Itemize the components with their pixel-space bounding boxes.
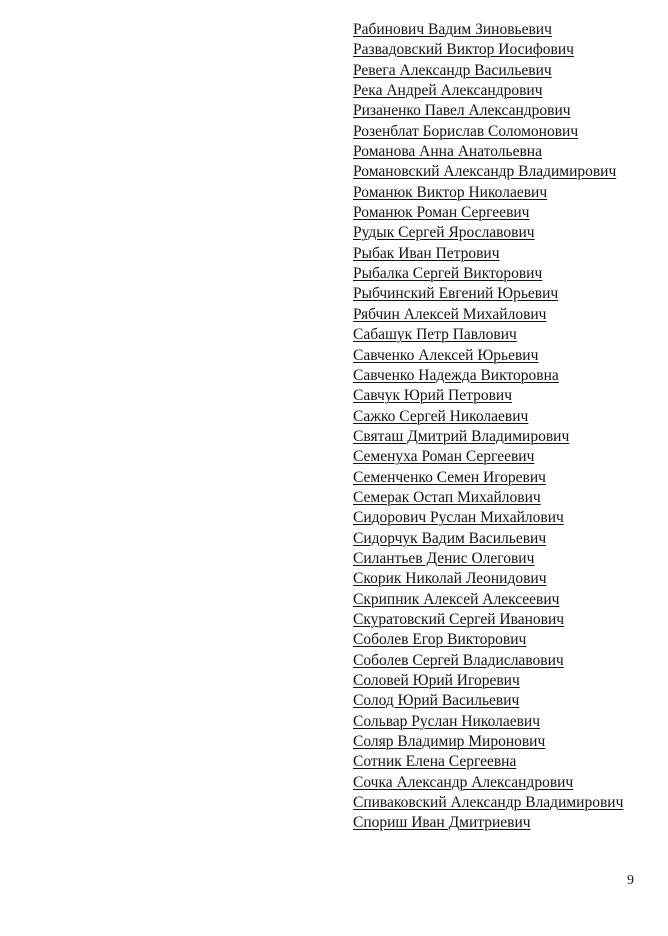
page-number: 9 (627, 873, 634, 888)
list-item (353, 691, 623, 711)
list-item (353, 773, 623, 793)
list-item (353, 651, 623, 671)
person-name: Сочка Александр Александрович (353, 773, 574, 791)
person-name: Соловей Юрий Игоревич (353, 672, 520, 689)
list-item (353, 264, 623, 284)
person-name: Рабинович Вадим Зиновьевич (353, 21, 552, 38)
list-item (353, 346, 623, 366)
person-name: Сольвар Руслан Николаевич (353, 712, 541, 730)
person-name: Сабашук Петр Павлович (353, 326, 517, 344)
list-item (353, 549, 623, 569)
person-name: Скорик Николай Леонидович (353, 570, 547, 588)
person-name: Спориш Иван Дмитриевич (353, 814, 531, 832)
person-name: Семенуха Роман Сергеевич (353, 448, 535, 466)
person-name: Ризаненко Павел Александрович (353, 102, 571, 120)
list-item (353, 630, 623, 650)
person-name: Рябчин Алексей Михайлович (353, 305, 547, 323)
person-name: Романюк Роман Сергеевич (353, 204, 530, 222)
person-name: Река Андрей Александрович (353, 82, 543, 100)
person-name: Романова Анна Анатольевна (353, 143, 542, 161)
person-name: Солод Юрий Васильевич (353, 692, 520, 710)
person-name: Сажко Сергей Николаевич (353, 407, 529, 425)
list-item (353, 468, 623, 488)
list-item (353, 427, 623, 447)
person-name: Рудык Сергей Ярославович (353, 224, 535, 242)
person-name: Романюк Виктор Николаевич (353, 183, 548, 201)
person-name: Сидорчук Вадим Васильевич (353, 529, 547, 547)
list-item (353, 183, 623, 203)
list-item (353, 20, 623, 40)
name-list (353, 20, 623, 834)
list-item (353, 590, 623, 610)
list-item (353, 325, 623, 345)
list-item (353, 447, 623, 467)
list-item (353, 529, 623, 549)
list-item (353, 488, 623, 508)
list-item (353, 508, 623, 528)
person-name: Ревега Александр Васильевич (353, 61, 552, 79)
list-item (353, 162, 623, 182)
person-name: Скрипник Алексей Алексеевич (353, 590, 560, 608)
person-name: Развадовский Виктор Иосифович (353, 41, 574, 59)
list-item (353, 386, 623, 406)
list-item (353, 223, 623, 243)
person-name: Соболев Сергей Владиславович (353, 651, 564, 669)
person-name: Рыбалка Сергей Викторович (353, 265, 543, 283)
person-name: Розенблат Борислав Соломонович (353, 122, 579, 140)
person-name: Савчук Юрий Петрович (353, 387, 512, 405)
person-name: Святаш Дмитрий Владимирович (353, 427, 570, 445)
list-item (353, 203, 623, 223)
list-item (353, 407, 623, 427)
person-name: Семенченко Семен Игоревич (353, 468, 546, 486)
person-name: Силантьев Денис Олегович (353, 549, 535, 567)
list-item (353, 61, 623, 81)
list-item (353, 81, 623, 101)
list-item (353, 244, 623, 264)
person-name: Рыбчинский Евгений Юрьевич (353, 285, 559, 303)
list-item (353, 284, 623, 304)
person-name: Семерак Остап Михайлович (353, 488, 541, 506)
list-item (353, 752, 623, 772)
person-name: Рыбак Иван Петрович (353, 244, 500, 262)
list-item (353, 712, 623, 732)
person-name: Сотник Елена Сергеевна (353, 753, 517, 771)
list-item (353, 813, 623, 833)
person-name: Романовский Александр Владимирович (353, 163, 617, 181)
list-item (353, 101, 623, 121)
person-name: Скуратовский Сергей Иванович (353, 610, 565, 628)
list-item (353, 569, 623, 589)
list-item (353, 305, 623, 325)
person-name: Савченко Алексей Юрьевич (353, 346, 539, 364)
person-name: Спиваковский Александр Владимирович (353, 794, 624, 812)
list-item (353, 610, 623, 630)
list-item (353, 122, 623, 142)
list-item (353, 366, 623, 386)
list-item (353, 793, 623, 813)
list-item (353, 732, 623, 752)
list-item (353, 40, 623, 60)
list-item (353, 142, 623, 162)
person-name: Соболев Егор Викторович (353, 631, 527, 649)
list-item (353, 671, 623, 691)
person-name: Сидорович Руслан Михайлович (353, 509, 564, 527)
person-name: Соляр Владимир Миронович (353, 733, 546, 751)
person-name: Савченко Надежда Викторовна (353, 366, 559, 384)
